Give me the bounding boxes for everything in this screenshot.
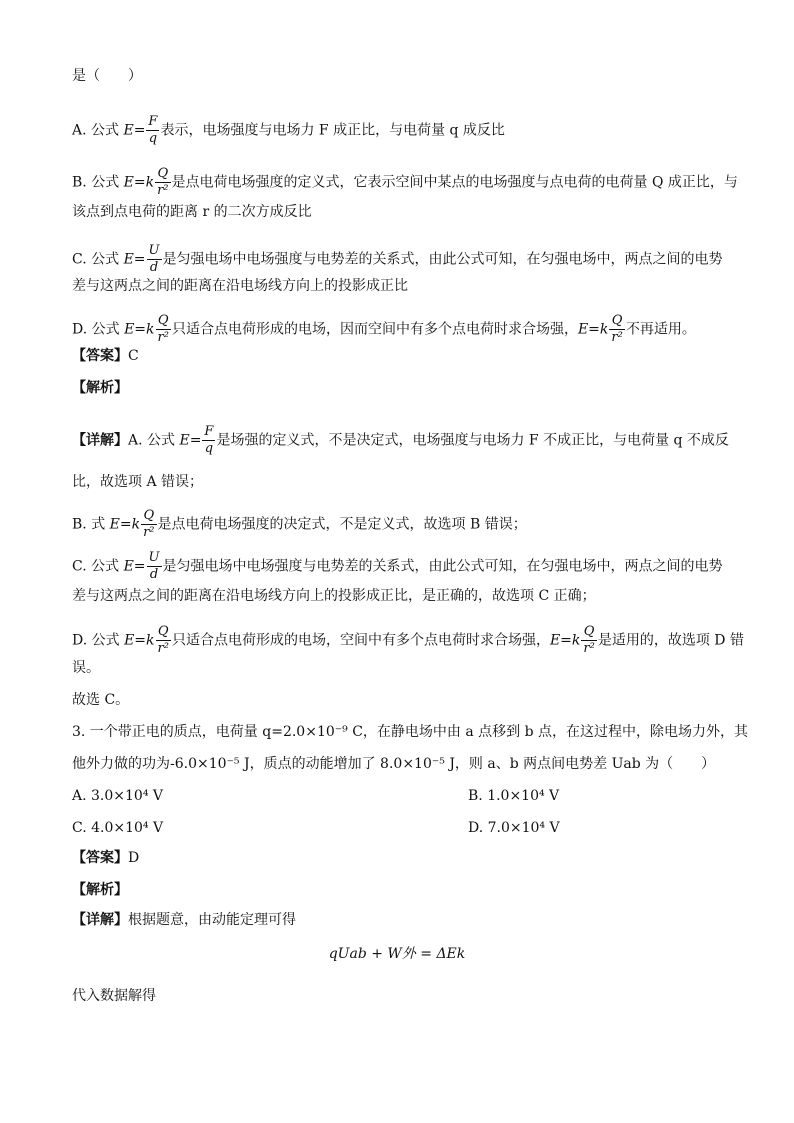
q3-detail: 【详解】根据题意，由动能定理可得 (72, 912, 296, 928)
q2-option-b-line2: 该点到点电荷的距离 r 的二次方成反比 (72, 204, 312, 220)
q3-stem-line1: 3. 一个带正电的质点，电荷量 q=2.0×10⁻⁹ C，在静电场中由 a 点移到 b 点，在这过程中，除电场力外，其 (72, 724, 749, 740)
q3-options-row1 (72, 786, 722, 806)
q3-option-b: B. 1.0×10⁴ V (468, 788, 560, 804)
q2-option-c-line2: 差与这两点之间的距离在沿电场线方向上的投影成正比 (72, 278, 408, 294)
fraction: $\frac{Q}{\text{r²}}$ (611, 313, 623, 345)
q2-detail-d-line1: D. 公式 E=k $\frac{Q}{\text{r²}}$ 只适合点电荷形成的电场，空间中有多个点电荷时求合场强，E=k $\frac{Q}{\text{r²}}$ 是适用的，故选项 D 错 (72, 624, 744, 656)
q2-detail-a-line2: 比，故选项 A 错误； (72, 474, 204, 490)
fraction: $\frac{U}{d}$ (148, 243, 160, 275)
q3-options-row2 (72, 818, 722, 838)
fraction: $\frac{Q}{\text{r²}}$ (157, 313, 169, 345)
fraction: $\frac{F}{q}$ (148, 114, 158, 146)
q2-detail-a-line1: 【详解】A. 公式 E= $\frac{F}{q}$ 是场强的定义式，不是决定式，电场强度与电场力 F 不成正比，与电荷量 q 不成反 (72, 424, 729, 456)
fraction: $\frac{F}{q}$ (204, 424, 214, 456)
q3-analysis-label: 【解析】 (72, 882, 128, 898)
q2-detail-b: B. 式 E=k $\frac{Q}{\text{r²}}$ 是点电荷电场强度的决定式，不是定义式，故选项 B 错误； (72, 508, 527, 540)
q3-option-a: A. 3.0×10⁴ V (72, 788, 163, 804)
q3-after-formula: 代入数据解得 (72, 988, 156, 1004)
q2-option-d: D. 公式 E=k $\frac{Q}{\text{r²}}$ 只适合点电荷形成的电场，因而空间中有多个点电荷时求合场强，E=k $\frac{Q}{\text{r²}}$ 不再适用。 (72, 313, 696, 345)
q2-conclusion: 故选 C。 (72, 692, 130, 708)
q2-option-a: A. 公式 E= $\frac{F}{q}$ 表示，电场强度与电场力 F 成正比，与电荷量 q 成反比 (72, 114, 505, 146)
q2-answer: 【答案】C (72, 348, 139, 364)
q2-detail-d-line2: 误。 (72, 660, 100, 676)
q2-detail-c-line1: C. 公式 E= $\frac{U}{d}$ 是匀强电场中电场强度与电势差的关系式，由此公式可知，在匀强电场中，两点之间的电势 (72, 550, 723, 582)
q2-detail-c-line2: 差与这两点之间的距离在沿电场线方向上的投影成正比，是正确的，故选项 C 正确； (72, 588, 596, 604)
q3-answer: 【答案】D (72, 850, 140, 866)
q3-option-d: D. 7.0×10⁴ V (468, 820, 560, 836)
q2-option-b-line1: B. 公式 E=k $\frac{Q}{\text{r²}}$ 是点电荷电场强度的定义式，它表示空间中某点的电场强度与点电荷的电荷量 Q 成正比，与 (72, 166, 738, 198)
fraction: $\frac{U}{d}$ (148, 550, 160, 582)
q3-formula: qUab + W外 = ΔEk (328, 946, 466, 962)
q2-stem-tail: 是（ ） (72, 68, 142, 84)
fraction: $\frac{Q}{\text{r²}}$ (143, 508, 155, 540)
q3-stem-line2: 他外力做的功为-6.0×10⁻⁵ J，质点的动能增加了 8.0×10⁻⁵ J，则 a、b 两点间电势差 Uab 为（ ） (72, 756, 716, 772)
fraction: $\frac{Q}{\text{r²}}$ (157, 166, 169, 198)
q2-option-c-line1: C. 公式 E= $\frac{U}{d}$ 是匀强电场中电场强度与电势差的关系式，由此公式可知，在匀强电场中，两点之间的电势 (72, 243, 723, 275)
q2-analysis-label: 【解析】 (72, 380, 128, 396)
fraction: $\frac{Q}{\text{r²}}$ (157, 624, 169, 656)
fraction: $\frac{Q}{\text{r²}}$ (583, 624, 595, 656)
q3-option-c: C. 4.0×10⁴ V (72, 820, 164, 836)
